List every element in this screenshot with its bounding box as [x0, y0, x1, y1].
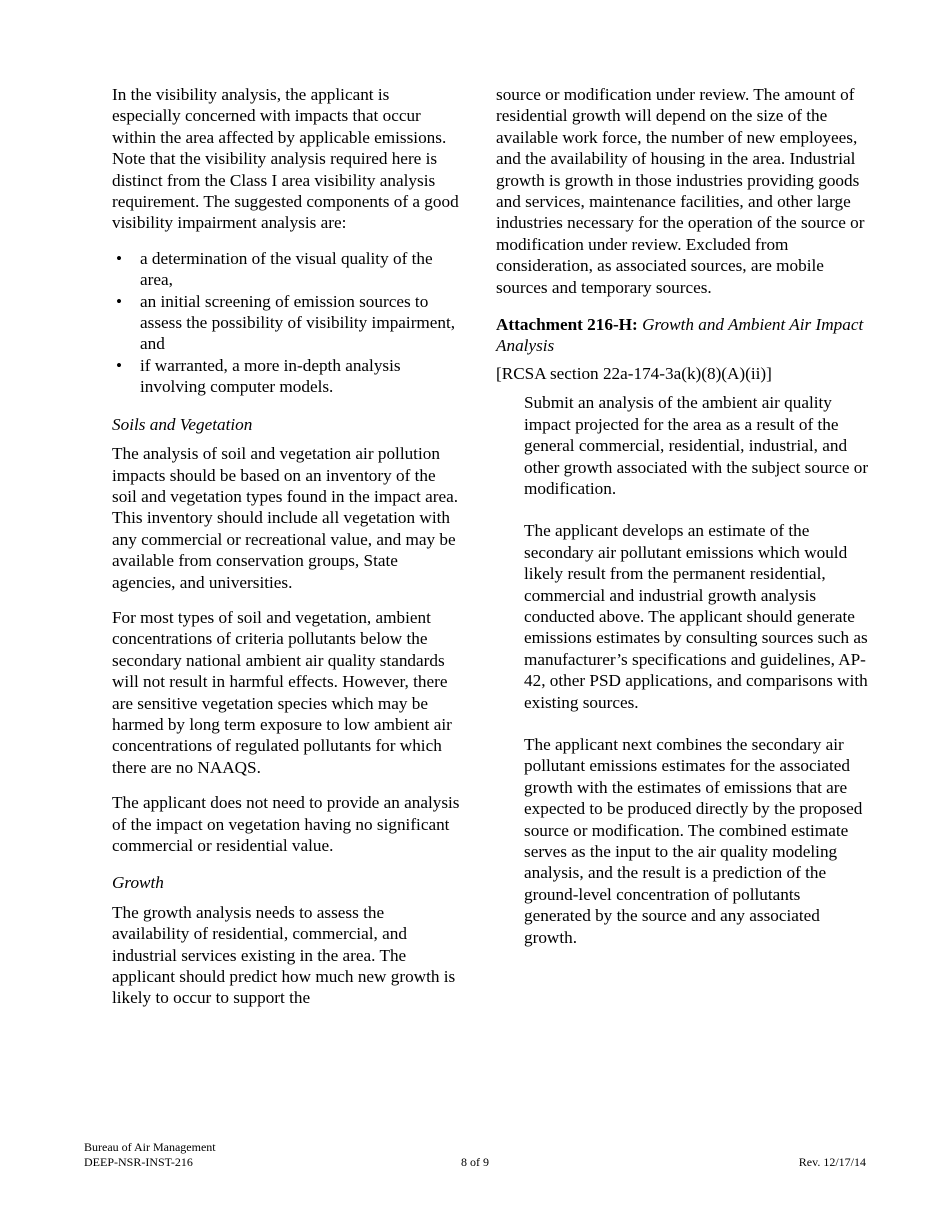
- visibility-components-list: [112, 248, 460, 398]
- attachment-title: Growth and Ambient Air Impact Analysis: [496, 315, 864, 356]
- visibility-intro-paragraph: In the visibility analysis, the applicant is especially concerned with impacts that occur within the area affected by applicable emissions. Note that the visibility analysis required here is distinct from the Class I area visibility analysis requirement. The suggested components of a good visibility impairment analysis are:: [112, 85, 459, 233]
- attachment-paragraph-3: The applicant next combines the secondary air pollutant emissions estimates for the associated growth with the estimates of emissions that are expected to be produced directly by the proposed source or modification. The combined estimate serves as the input to the air quality modeling analysis, and the result is a prediction of the ground-level concentration of pollutants generated by the source and any associated growth.: [524, 734, 863, 947]
- regulation-citation: [RCSA section 22a-174-3a(k)(8)(A)(ii)]: [496, 363, 772, 383]
- page-footer: [84, 1140, 866, 1170]
- growth-paragraph: The growth analysis needs to assess the availability of residential, commercial, and industrial services existing in the area. The applicant should predict how much new growth is likely to occur to support the: [112, 902, 456, 1008]
- attachment-paragraph-1: Submit an analysis of the ambient air quality impact projected for the area as a result of the general commercial, residential, industrial, and other growth associated with the subject source or modification.: [524, 393, 869, 498]
- footer-revision: Rev. 12/17/14: [798, 1155, 866, 1169]
- list-item: • a determination of the visual quality of the area,: [112, 248, 460, 291]
- list-item: • if warranted, a more in-depth analysis involving computer models.: [112, 355, 460, 398]
- soils-vegetation-heading: Soils and Vegetation: [112, 414, 253, 434]
- footer-page-number: 8 of 9: [461, 1155, 489, 1169]
- soils-paragraph-2: For most types of soil and vegetation, ambient concentrations of criteria pollutants below the secondary national ambient air quality standards will not result in harmful effects. However, there are sensitive vegetation species which may be harmed by long term exposure to low ambient air concentrations of regulated pollutants for which there are no NAAQS.: [112, 607, 452, 777]
- growth-continued-paragraph: source or modification under review. The amount of residential growth will depend on the size of the available work force, the number of new employees, and the availability of housing in the area. Industrial growth is growth in those industries providing goods and services, maintenance facilities, and other large industries necessary for the operation of the source or modification under review. Excluded from consideration, as associated sources, are mobile sources and temporary sources.: [496, 85, 865, 297]
- footer-organization: Bureau of Air Management: [84, 1140, 216, 1154]
- growth-heading: Growth: [112, 873, 164, 893]
- right-column: [496, 84, 871, 948]
- attachment-heading: [496, 314, 871, 357]
- left-column: [112, 84, 460, 1009]
- soils-paragraph-1: The analysis of soil and vegetation air pollution impacts should be based on an inventory of the soil and vegetation types found in the impact area. This inventory should include all vegetation with any commercial or recreational value, and may be available from conservation groups, State agencies, and universities.: [112, 444, 459, 592]
- attachment-paragraph-2: The applicant develops an estimate of the secondary air pollutant emissions which would likely result from the permanent residential, commercial and industrial growth analysis conducted above. The applicant should generate emissions estimates by consulting sources such as manufacturer’s specifications and guidelines, AP-42, other PSD applications, and comparisons with existing sources.: [524, 521, 868, 712]
- soils-paragraph-3: The applicant does not need to provide an analysis of the impact on vegetation having no significant commercial or residential value.: [112, 793, 460, 855]
- attachment-label: Attachment 216-H:: [496, 315, 638, 335]
- list-item: • an initial screening of emission sources to assess the possibility of visibility impairment, and: [112, 291, 460, 355]
- footer-document-id: DEEP-NSR-INST-216: [84, 1155, 193, 1169]
